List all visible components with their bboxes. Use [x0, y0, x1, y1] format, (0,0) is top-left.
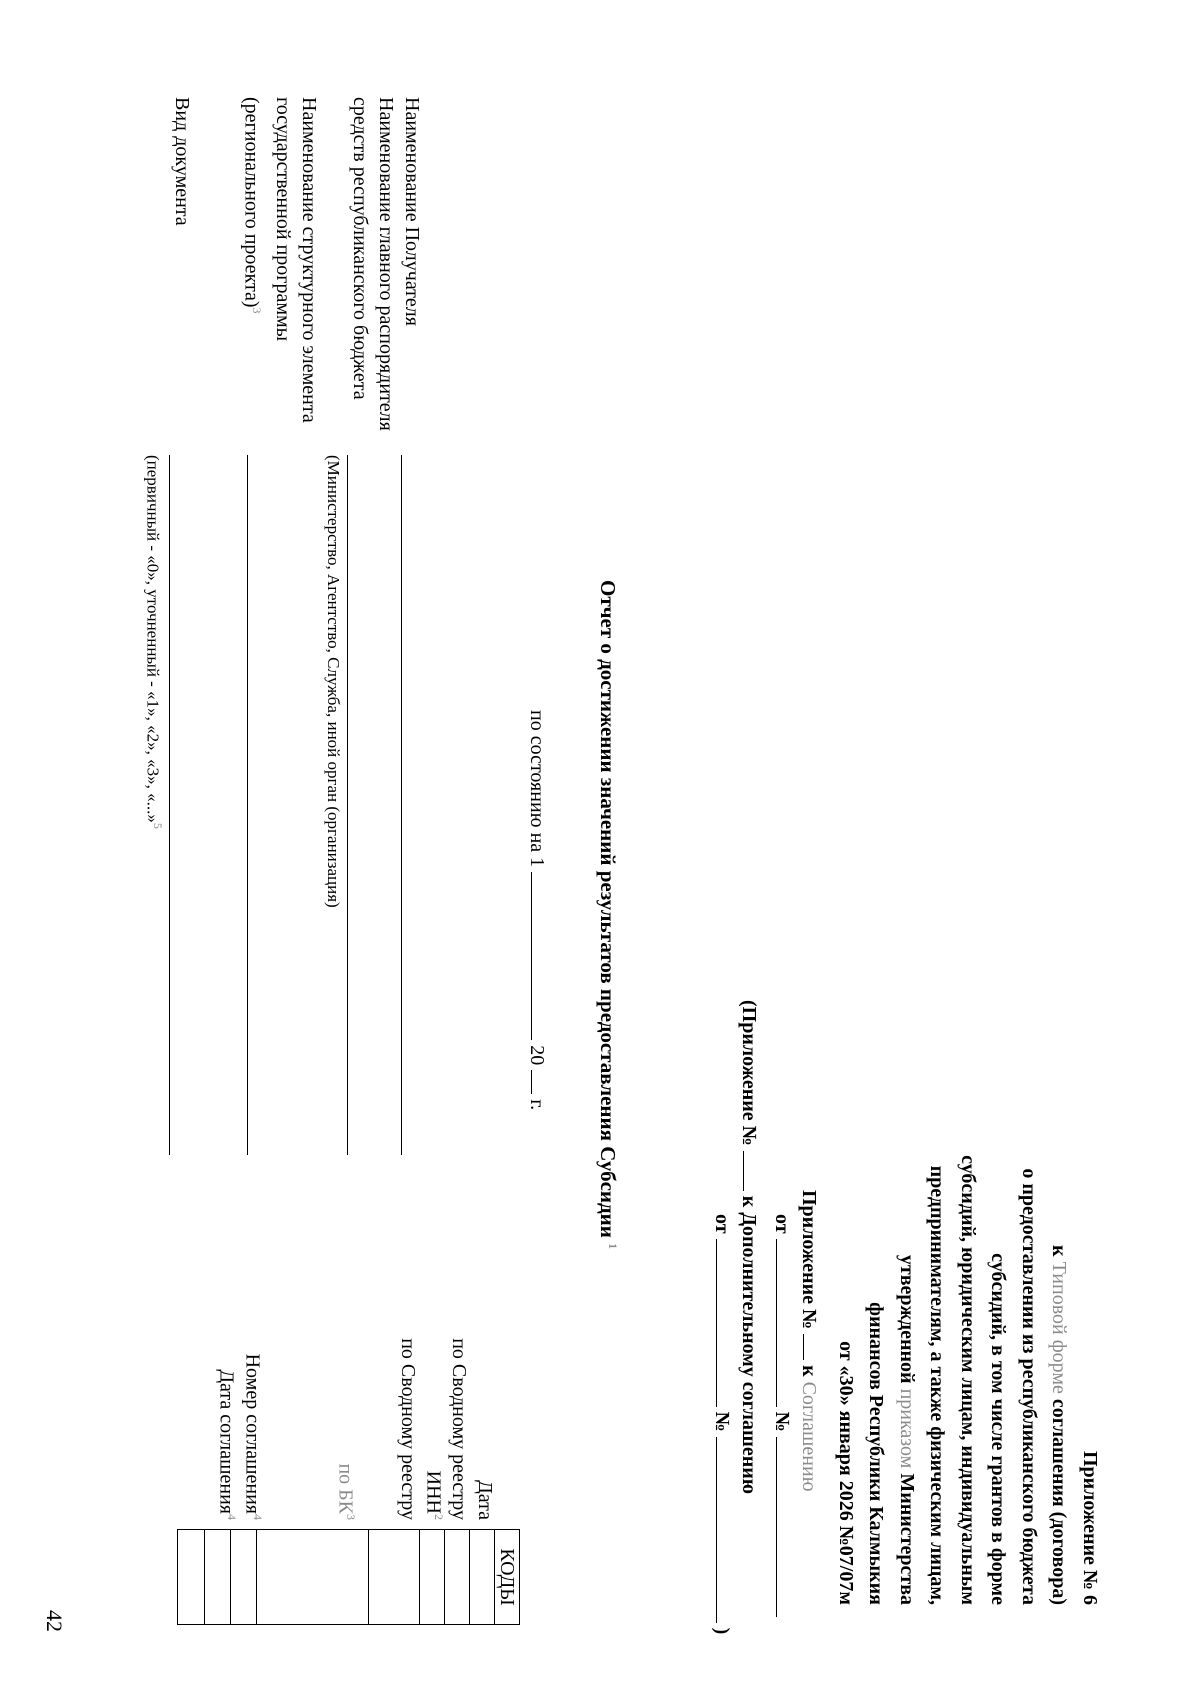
- appendix-line-7: финансов Республики Калмыкия: [865, 1302, 888, 1605]
- appendix-line-1: к Типовой форме соглашения (договора): [1048, 1245, 1071, 1605]
- appendix-number-blank[interactable]: [803, 1334, 822, 1360]
- manager-hint: (Министерство, Агентство, Служба, иной орган (организация): [324, 455, 343, 908]
- code-label-inn: ИНН$^2$: [422, 1470, 446, 1520]
- element-name-line[interactable]: [247, 455, 248, 1155]
- code-cell-inn[interactable]: [420, 1530, 445, 1625]
- page-number: 42: [42, 1610, 67, 1632]
- doc-type-label: Вид документа: [171, 97, 193, 226]
- manager-label-line-1: Наименование главного распорядителя: [375, 97, 397, 431]
- code-label-agreement-number: Номер соглашения$^4$: [241, 1353, 265, 1520]
- code-cell-svod-1[interactable]: [445, 1530, 470, 1625]
- code-cell-agreement-number[interactable]: [231, 1530, 257, 1625]
- as-of-line: по состоянию на 1 20 г.: [526, 710, 548, 1111]
- codes-table: [177, 1529, 520, 1625]
- additional-agr-number-blank[interactable]: [716, 1437, 735, 1623]
- additional-date-blank[interactable]: [716, 1239, 735, 1407]
- appendix-line-2: о предоставлении из республиканского бюджета: [1018, 1168, 1040, 1605]
- agreement-number-blank[interactable]: [776, 1437, 795, 1617]
- code-label-svod-2: по Сводному реестру: [397, 1338, 419, 1520]
- doc-type-hint: (первичный - «0», уточненный - «1», «2», «3», «...»$^5$: [143, 455, 165, 829]
- recipient-label: Наименование Получателя: [401, 97, 423, 326]
- appendix-line-4: субсидий, юридическим лицам, индивидуальным: [957, 1155, 979, 1605]
- code-cell-svod-2[interactable]: [369, 1530, 420, 1625]
- additional-reference-line-2: от № ): [711, 1214, 733, 1635]
- code-label-date: Дата: [474, 1480, 496, 1520]
- report-title: Отчет о достижении значений результатов предоставления Субсидии $^1$: [596, 580, 620, 1250]
- code-cell-agreement-date[interactable]: [205, 1530, 231, 1625]
- appendix-line-5: предпринимателям, а также физическим лицам,: [926, 1165, 949, 1605]
- codes-header: КОДЫ: [495, 1530, 520, 1625]
- code-label-bk: по $БК^3$: [334, 1463, 358, 1520]
- appendix-header: [831, 1065, 1106, 1605]
- agreement-reference-line-1: Приложение № к Соглашению: [798, 1190, 820, 1492]
- agreement-reference-line-2: от №: [769, 1214, 795, 1617]
- element-label-line-1: Наименование структурного элемента: [298, 97, 320, 423]
- as-of-year-blank[interactable]: [531, 1070, 550, 1094]
- order-link[interactable]: приказом: [896, 1388, 918, 1469]
- additional-reference-line-1: (Приложение № к Дополнительному соглашению: [738, 1000, 760, 1495]
- appendix-line-8: от «30» января 2026 №07/07м: [835, 1341, 857, 1605]
- manager-label-line-2: средств республиканского бюджета: [349, 97, 371, 400]
- element-label-line-2: государственной программы: [272, 97, 294, 342]
- appendix-line-6: утвержденной приказом Министерства: [896, 1254, 918, 1605]
- code-label-agreement-date: Дата соглашения$^4$: [215, 1369, 239, 1520]
- agreement-link[interactable]: Соглашению: [798, 1381, 820, 1492]
- agreement-date-blank[interactable]: [776, 1239, 795, 1407]
- manager-name-line[interactable]: [347, 455, 348, 1155]
- doc-type-line[interactable]: [169, 455, 170, 1155]
- code-cell-bk[interactable]: [257, 1530, 369, 1625]
- appendix-title: Приложение № 6: [1079, 1450, 1101, 1605]
- typical-form-link[interactable]: Типовой форме: [1048, 1261, 1071, 1394]
- element-label-line-3: (регионального проекта)$^3$: [240, 97, 264, 314]
- as-of-date-blank[interactable]: [531, 872, 550, 1040]
- code-label-svod-1: по Сводному реестру: [448, 1338, 470, 1520]
- appendix-line-3: субсидий, в том числе грантов в форме: [987, 1253, 1010, 1605]
- recipient-name-line[interactable]: [401, 455, 402, 1155]
- code-cell-doc-type[interactable]: [178, 1530, 205, 1625]
- additional-number-blank[interactable]: [743, 1151, 762, 1191]
- code-cell-date[interactable]: [470, 1530, 495, 1625]
